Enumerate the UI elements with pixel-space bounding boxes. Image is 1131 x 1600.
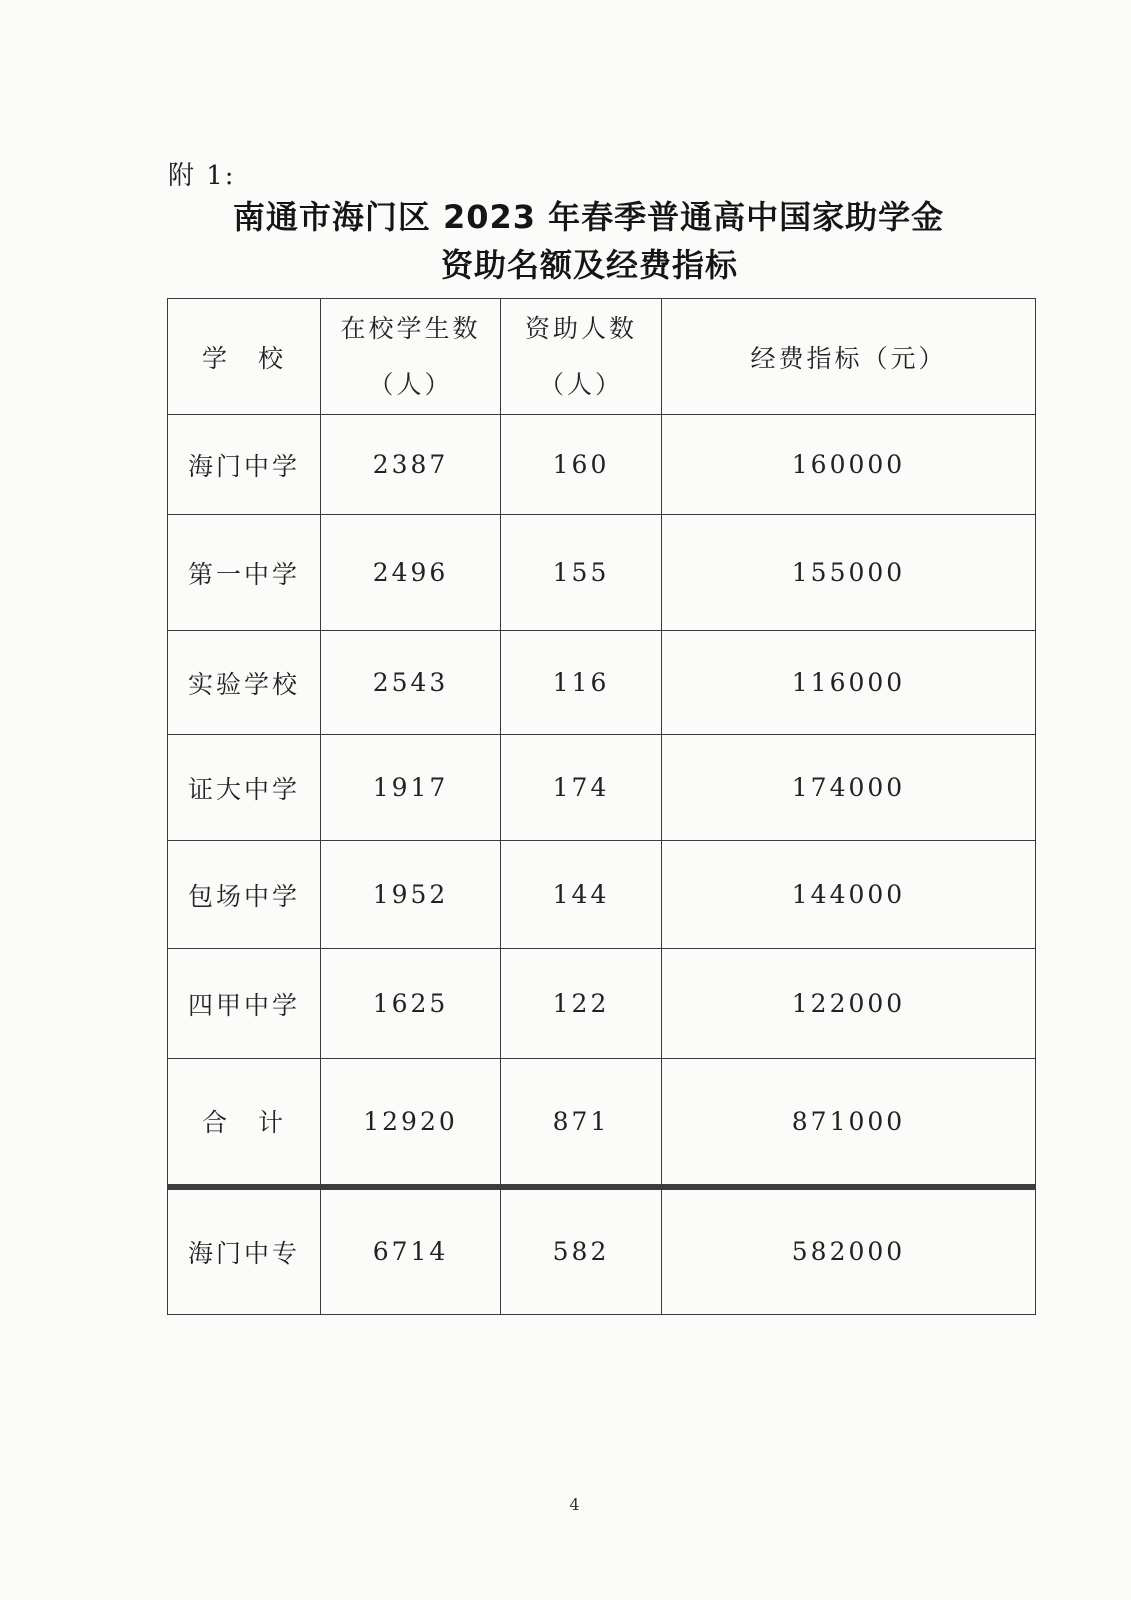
table-row bbox=[168, 841, 1036, 949]
table-row bbox=[168, 949, 1036, 1059]
cell-funds: 174000 bbox=[662, 735, 1036, 841]
annex-label: 附 1: bbox=[168, 161, 236, 191]
table-extra-row bbox=[168, 1187, 1036, 1315]
cell-students: 6714 bbox=[321, 1187, 501, 1315]
cell-total-aided: 871 bbox=[501, 1059, 662, 1187]
cell-funds: 116000 bbox=[662, 631, 1036, 735]
cell-school: 实验学校 bbox=[168, 631, 321, 735]
header-aided bbox=[501, 299, 662, 415]
cell-aided: 155 bbox=[501, 515, 662, 631]
cell-total-label: 合 计 bbox=[168, 1059, 321, 1187]
cell-students: 2496 bbox=[321, 515, 501, 631]
cell-total-students: 12920 bbox=[321, 1059, 501, 1187]
header-students bbox=[321, 299, 501, 415]
cell-funds: 582000 bbox=[662, 1187, 1036, 1315]
cell-total-funds: 871000 bbox=[662, 1059, 1036, 1187]
cell-students: 1917 bbox=[321, 735, 501, 841]
table-row bbox=[168, 631, 1036, 735]
cell-school: 包场中学 bbox=[168, 841, 321, 949]
cell-school: 第一中学 bbox=[168, 515, 321, 631]
cell-aided: 144 bbox=[501, 841, 662, 949]
table-row bbox=[168, 735, 1036, 841]
aid-quota-table bbox=[167, 298, 1036, 1315]
header-students-line-1: 在校学生数 bbox=[340, 313, 481, 343]
cell-students: 1625 bbox=[321, 949, 501, 1059]
header-aided-line-2: （人） bbox=[538, 369, 623, 399]
page-number: 4 bbox=[569, 1495, 580, 1514]
cell-funds: 160000 bbox=[662, 415, 1036, 515]
cell-school: 海门中专 bbox=[168, 1187, 321, 1315]
table-total-row bbox=[168, 1059, 1036, 1187]
cell-funds: 155000 bbox=[662, 515, 1036, 631]
header-students-line-2: （人） bbox=[368, 369, 453, 399]
table-header-row bbox=[168, 299, 1036, 415]
document-title-line-1: 南通市海门区 2023 年春季普通高中国家助学金 bbox=[232, 198, 945, 236]
cell-school: 证大中学 bbox=[168, 735, 321, 841]
table-row bbox=[168, 415, 1036, 515]
cell-aided: 582 bbox=[501, 1187, 662, 1315]
cell-aided: 160 bbox=[501, 415, 662, 515]
header-school: 学 校 bbox=[168, 299, 321, 415]
cell-students: 1952 bbox=[321, 841, 501, 949]
cell-funds: 122000 bbox=[662, 949, 1036, 1059]
cell-aided: 174 bbox=[501, 735, 662, 841]
cell-funds: 144000 bbox=[662, 841, 1036, 949]
cell-students: 2387 bbox=[321, 415, 501, 515]
cell-aided: 122 bbox=[501, 949, 662, 1059]
header-aided-line-1: 资助人数 bbox=[524, 313, 637, 343]
cell-students: 2543 bbox=[321, 631, 501, 735]
table-row bbox=[168, 515, 1036, 631]
cell-aided: 116 bbox=[501, 631, 662, 735]
document-title-line-2: 资助名额及经费指标 bbox=[440, 246, 738, 284]
cell-school: 四甲中学 bbox=[168, 949, 321, 1059]
cell-school: 海门中学 bbox=[168, 415, 321, 515]
header-funds: 经费指标（元） bbox=[662, 299, 1036, 415]
